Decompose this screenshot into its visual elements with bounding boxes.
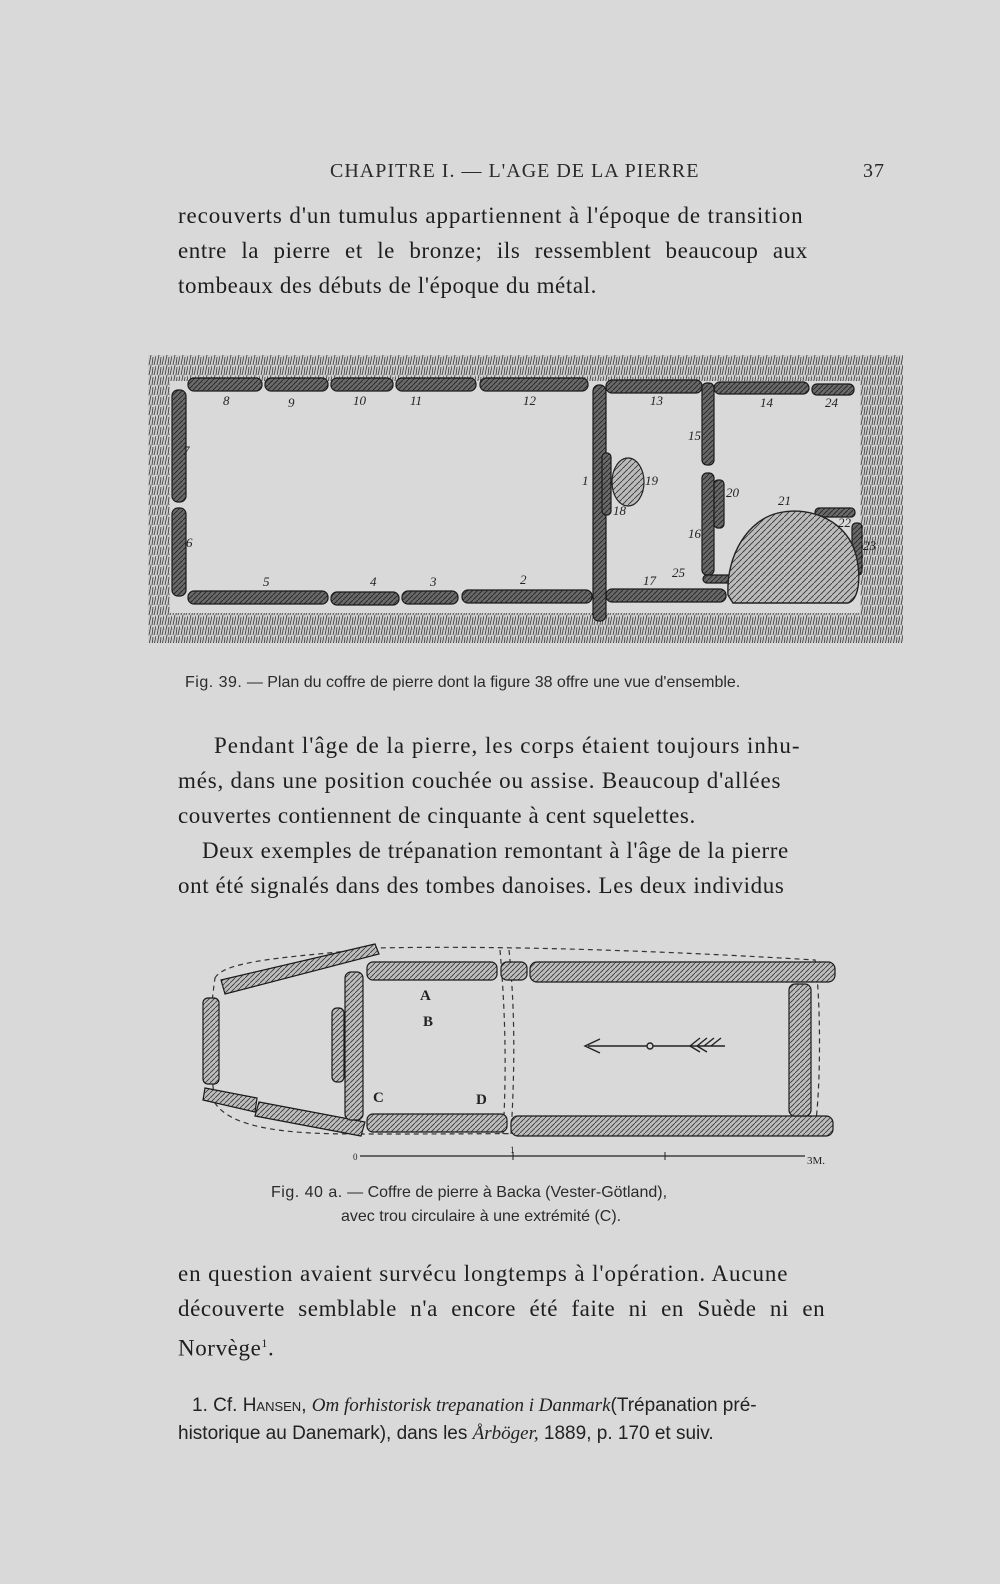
stone-number: 10 [353, 393, 366, 408]
paragraph-2-line: Pendant l'âge de la pierre, les corps étaient toujours inhu- [214, 733, 801, 758]
letter-c: C [373, 1090, 384, 1106]
paragraph-3-line: en question avaient survécu longtemps à l'opération. Aucune [178, 1261, 789, 1286]
stone-number: 18 [613, 503, 626, 518]
figure-39-plan [148, 355, 903, 645]
paragraph-3-last-word: Norvège [178, 1335, 262, 1361]
letter-a: A [420, 988, 431, 1004]
scale-one: 1 [510, 1145, 515, 1155]
stone-number: 12 [523, 393, 536, 408]
figure-39-caption-text: — Plan du coffre de pierre dont la figure 38 offre une vue d'ensemble. [246, 674, 741, 691]
stone-number: 19 [645, 473, 658, 488]
stone-number: 22 [838, 515, 851, 530]
stone-number: 1 [582, 473, 589, 488]
footnote-line-2-start: historique au Danemark), dans les [178, 1423, 468, 1444]
section-letters [373, 988, 487, 1108]
stone-number: 20 [726, 485, 739, 500]
stone-number: 2 [520, 572, 527, 587]
paragraph-3-line: Norvège$^1$. [178, 1335, 275, 1361]
footnote-journal: Årböger, [472, 1423, 539, 1444]
figure-40-number: Fig. 40 a. [271, 1184, 343, 1201]
paragraph-2-line: ont été signalés dans des tombes danoises. Les deux individus [178, 873, 785, 898]
stone-number: 3 [430, 574, 437, 589]
stone-number: 8 [223, 393, 230, 408]
round-stone-19 [612, 458, 644, 506]
stone-number: 24 [825, 395, 838, 410]
stone-number: 15 [688, 428, 701, 443]
paragraph-1 [178, 198, 880, 303]
stone-number: 4 [370, 574, 377, 589]
stone-number: 13 [650, 393, 663, 408]
figure-39-number: Fig. 39. [185, 674, 243, 691]
stone-slabs-40 [203, 944, 835, 1136]
footnote-number: 1. Cf. [192, 1395, 238, 1416]
figure-40-caption-line-1 [271, 1184, 667, 1202]
stone-number: 6 [186, 535, 193, 550]
paragraph-1-line: recouverts d'un tumulus appartiennent à l'époque de transition [178, 203, 804, 228]
letter-b: B [423, 1014, 434, 1030]
stone-number: 5 [263, 574, 270, 589]
figure-40-caption-text-2: avec trou circulaire à une extrémité (C). [341, 1208, 622, 1225]
paragraph-2-line: Deux exemples de trépanation remontant à l'âge de la pierre [202, 838, 789, 863]
stone-number: 21 [778, 493, 791, 508]
scale-end: 3M. [807, 1155, 826, 1167]
paragraph-1-line: entre la pierre et le bronze; ils ressemblent beaucoup aux [178, 238, 808, 263]
scale-zero: 0 [353, 1152, 358, 1162]
figure-40-plan [195, 938, 845, 1170]
figure-39-caption [185, 674, 740, 692]
stone-number: 25 [672, 565, 685, 580]
footnote-author: Hansen, [242, 1395, 307, 1416]
figure-40-caption-text: — Coffre de pierre à Backa (Vester-Götland), [347, 1184, 668, 1201]
stone-number: 7 [183, 443, 190, 458]
paragraph-1-line: tombeaux des débuts de l'époque du métal. [178, 273, 598, 298]
footnote-marker[interactable]: 1 [261, 1336, 268, 1350]
footnote-line-2-end: 1889, p. 170 et suiv. [543, 1423, 714, 1444]
stone-number: 16 [688, 526, 701, 541]
stone-number: 17 [643, 573, 656, 588]
footnote-title: Om forhistorisk trepanation i Danmark [311, 1395, 611, 1416]
paragraph-3 [178, 1256, 880, 1366]
paragraph-3-line: découverte semblable n'a encore été faite ni en Suède ni en [178, 1296, 826, 1321]
paragraph-2-line: més, dans une position couchée ou assise. Beaucoup d'allées [178, 768, 782, 793]
paragraph-2 [178, 728, 880, 903]
stone-number: 23 [863, 538, 876, 553]
stone-number: 9 [288, 395, 295, 410]
footnote [178, 1392, 883, 1448]
stone-number: 14 [760, 395, 773, 410]
running-title: CHAPITRE I. — L'AGE DE LA PIERRE [330, 160, 700, 182]
scale-bar [353, 1145, 825, 1167]
page-number: 37 [863, 160, 885, 182]
stone-number: 11 [410, 393, 423, 408]
orientation-arrow [585, 1038, 725, 1053]
figure-40-caption-line-2 [341, 1208, 621, 1226]
paragraph-2-line: couvertes contiennent de cinquante à cent squelettes. [178, 803, 696, 828]
footnote-rest: (Trépanation pré- [610, 1395, 757, 1416]
letter-d: D [476, 1092, 487, 1108]
